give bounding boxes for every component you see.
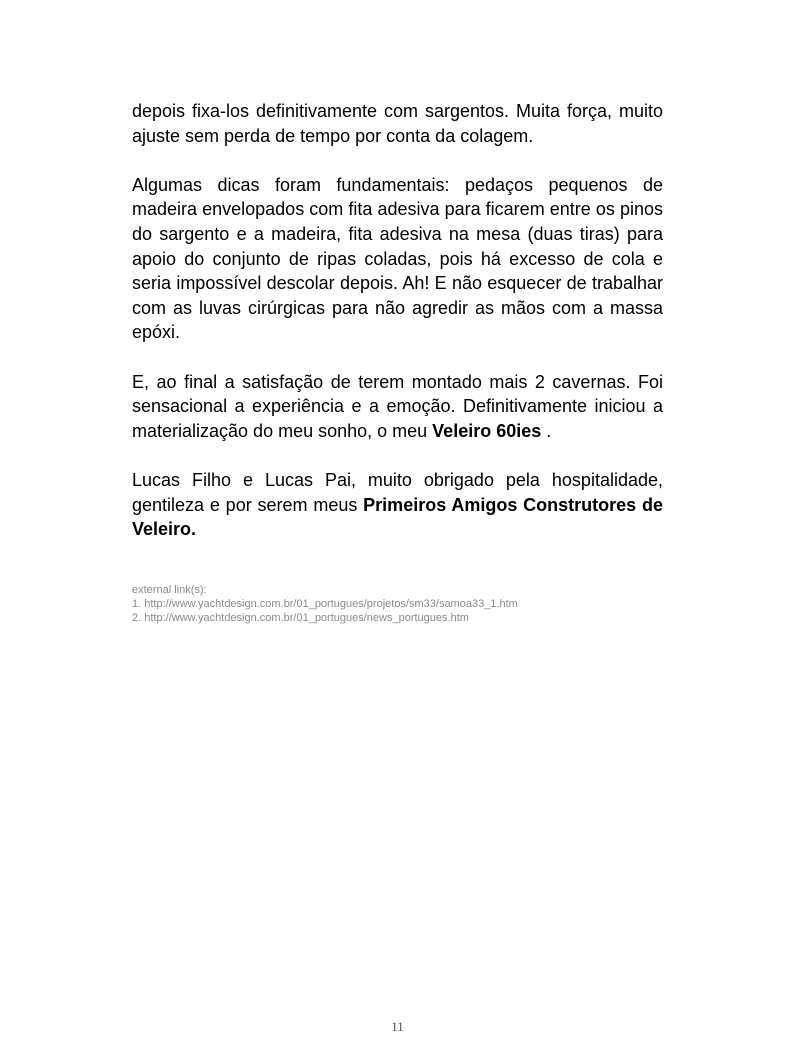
paragraph-3-text: E, ao final a satisfação de terem montado mais 2 cavernas. Foi sensacional a experiência e a emoção. Definitivamente iniciou a materialização do meu sonho, o meu: [132, 371, 663, 441]
friends-bold: Primeiros Amigos Construtores de Veleiro.: [132, 494, 663, 540]
external-link-1[interactable]: 1. http://www.yachtdesign.com.br/01_portugues/projetos/sm33/samoa33_1.htm: [132, 598, 518, 610]
page-number: 11: [391, 1019, 404, 1034]
paragraph-1: [132, 99, 663, 148]
paragraph-2-text: Algumas dicas foram fundamentais: pedaços pequenos de madeira envelopados com fita adesiva para ficarem entre os pinos do sargento e a madeira, fita adesiva na mesa (duas tiras) para apoio do conjunto de ripas coladas, pois há excesso de cola e seria impossível descolar depois. Ah! E não esquecer de trabalhar com as luvas cirúrgicas para não agredir as mãos com a massa epóxi.: [132, 174, 663, 343]
paragraph-3-end: .: [541, 420, 552, 441]
paragraph-4: [132, 468, 663, 542]
external-links: [132, 583, 732, 625]
paragraph-4-text: Lucas Filho e Lucas Pai, muito obrigado pela hospitalidade, gentileza e por serem meus: [132, 469, 663, 515]
paragraph-1-text: depois fixa-los definitivamente com sargentos. Muita força, muito ajuste sem perda de tempo por conta da colagem.: [132, 101, 663, 146]
paragraph-3: [132, 370, 663, 444]
body-text: [132, 99, 663, 542]
paragraph-2: [132, 173, 663, 345]
boat-name-bold: Veleiro 60ies: [432, 420, 542, 441]
external-links-heading: external link(s):: [132, 584, 207, 596]
external-link-2[interactable]: 2. http://www.yachtdesign.com.br/01_portugues/news_portugues.htm: [132, 612, 469, 624]
